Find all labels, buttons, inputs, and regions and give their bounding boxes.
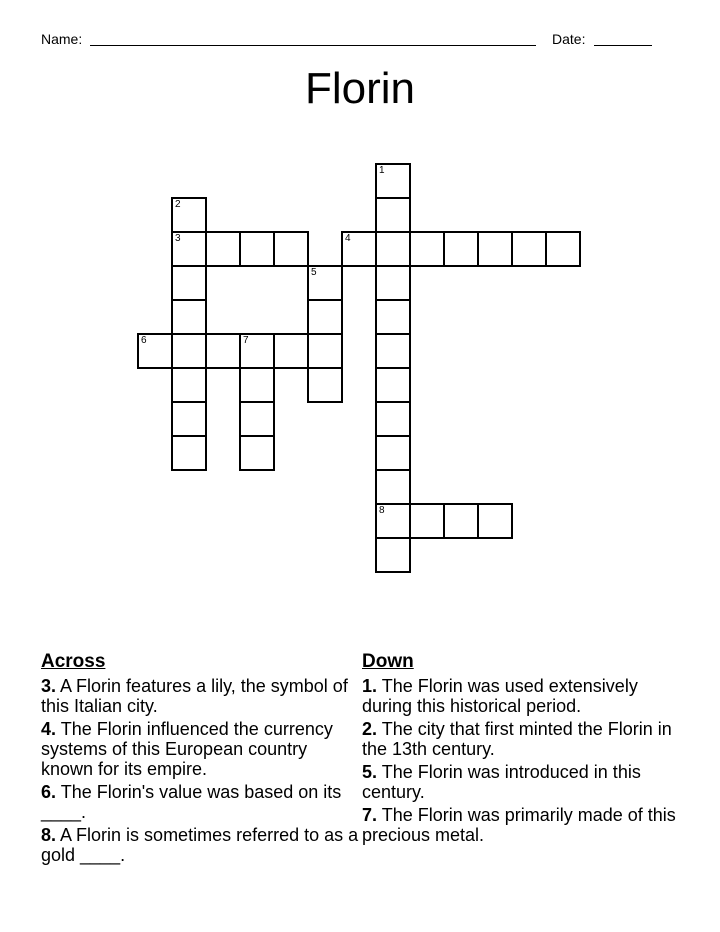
clue-down-5 bbox=[362, 762, 682, 802]
crossword-cell[interactable] bbox=[477, 503, 513, 539]
crossword-cell[interactable] bbox=[375, 231, 411, 267]
crossword-cell[interactable] bbox=[511, 231, 547, 267]
cell-number: 4 bbox=[345, 233, 351, 244]
clue-number: 8. bbox=[41, 825, 57, 845]
clue-down-2 bbox=[362, 719, 682, 759]
clue-number: 1. bbox=[362, 676, 378, 696]
cell-number: 7 bbox=[243, 335, 249, 346]
clue-down-1 bbox=[362, 676, 682, 716]
crossword-cell[interactable] bbox=[239, 435, 275, 471]
down-heading: Down bbox=[362, 651, 414, 672]
crossword-cell[interactable] bbox=[205, 231, 241, 267]
crossword-cell[interactable] bbox=[171, 333, 207, 369]
crossword-cell[interactable] bbox=[239, 367, 275, 403]
crossword-cell[interactable] bbox=[171, 401, 207, 437]
clue-text: A Florin features a lily, the symbol of this Italian city. bbox=[41, 676, 348, 716]
clue-across-3 bbox=[41, 676, 361, 716]
crossword-cell[interactable] bbox=[171, 197, 207, 233]
crossword-cell[interactable] bbox=[443, 503, 479, 539]
across-heading: Across bbox=[41, 651, 106, 672]
clue-number: 4. bbox=[41, 719, 57, 739]
crossword-cell[interactable] bbox=[273, 231, 309, 267]
crossword-cell[interactable] bbox=[375, 265, 411, 301]
crossword-cell[interactable] bbox=[409, 503, 445, 539]
clue-number: 2. bbox=[362, 719, 378, 739]
clue-number: 6. bbox=[41, 782, 57, 802]
crossword-cell[interactable] bbox=[307, 299, 343, 335]
clue-text: A Florin is sometimes referred to as a gold ____. bbox=[41, 825, 359, 865]
crossword-cell[interactable] bbox=[171, 265, 207, 301]
down-clues bbox=[362, 650, 682, 848]
cell-number: 2 bbox=[175, 199, 181, 210]
crossword-cell[interactable] bbox=[375, 367, 411, 403]
clue-number: 3. bbox=[41, 676, 57, 696]
crossword-cell[interactable] bbox=[375, 537, 411, 573]
crossword-cell[interactable] bbox=[239, 231, 275, 267]
cell-number: 6 bbox=[141, 335, 147, 346]
crossword-cell[interactable] bbox=[171, 231, 207, 267]
crossword-cell[interactable] bbox=[375, 401, 411, 437]
crossword-cell[interactable] bbox=[171, 299, 207, 335]
crossword-cell[interactable] bbox=[239, 333, 275, 369]
crossword-cell[interactable] bbox=[273, 333, 309, 369]
clue-down-7 bbox=[362, 805, 682, 845]
crossword-cell[interactable] bbox=[375, 469, 411, 505]
crossword-cell[interactable] bbox=[409, 231, 445, 267]
crossword-cell[interactable] bbox=[307, 367, 343, 403]
clue-text: The Florin was introduced in this century. bbox=[362, 762, 641, 802]
crossword-cell[interactable] bbox=[375, 197, 411, 233]
crossword-cell[interactable] bbox=[443, 231, 479, 267]
crossword-cell[interactable] bbox=[239, 401, 275, 437]
clue-text: The city that first minted the Florin in the 13th century. bbox=[362, 719, 672, 759]
page-title: Florin bbox=[304, 64, 416, 113]
crossword-cell[interactable] bbox=[307, 265, 343, 301]
name-label: Name: bbox=[41, 31, 83, 47]
crossword-cell[interactable] bbox=[375, 299, 411, 335]
cell-number: 3 bbox=[175, 233, 181, 244]
crossword-cell[interactable] bbox=[375, 435, 411, 471]
cell-number: 8 bbox=[379, 505, 385, 516]
clue-number: 5. bbox=[362, 762, 378, 782]
clue-across-6 bbox=[41, 782, 361, 822]
crossword-cell[interactable] bbox=[171, 367, 207, 403]
clue-text: The Florin influenced the currency systems of this European country known for its empire. bbox=[41, 719, 333, 779]
crossword-cell[interactable] bbox=[307, 333, 343, 369]
crossword-cell[interactable] bbox=[477, 231, 513, 267]
clue-across-8 bbox=[41, 825, 361, 865]
crossword-cell[interactable] bbox=[205, 333, 241, 369]
clue-text: The Florin was primarily made of this precious metal. bbox=[362, 805, 676, 845]
date-label: Date: bbox=[552, 31, 586, 47]
crossword-cell[interactable] bbox=[137, 333, 173, 369]
clue-across-4 bbox=[41, 719, 361, 779]
clue-text: The Florin was used extensively during this historical period. bbox=[362, 676, 638, 716]
clue-number: 7. bbox=[362, 805, 378, 825]
cell-number: 5 bbox=[311, 267, 317, 278]
crossword-cell[interactable] bbox=[375, 333, 411, 369]
crossword-cell[interactable] bbox=[545, 231, 581, 267]
crossword-cell[interactable] bbox=[375, 163, 411, 199]
across-clues bbox=[41, 650, 361, 868]
crossword-cell[interactable] bbox=[375, 503, 411, 539]
clue-text: The Florin's value was based on its ____. bbox=[41, 782, 342, 822]
cell-number: 1 bbox=[379, 165, 385, 176]
crossword-cell[interactable] bbox=[341, 231, 377, 267]
crossword-cell[interactable] bbox=[171, 435, 207, 471]
